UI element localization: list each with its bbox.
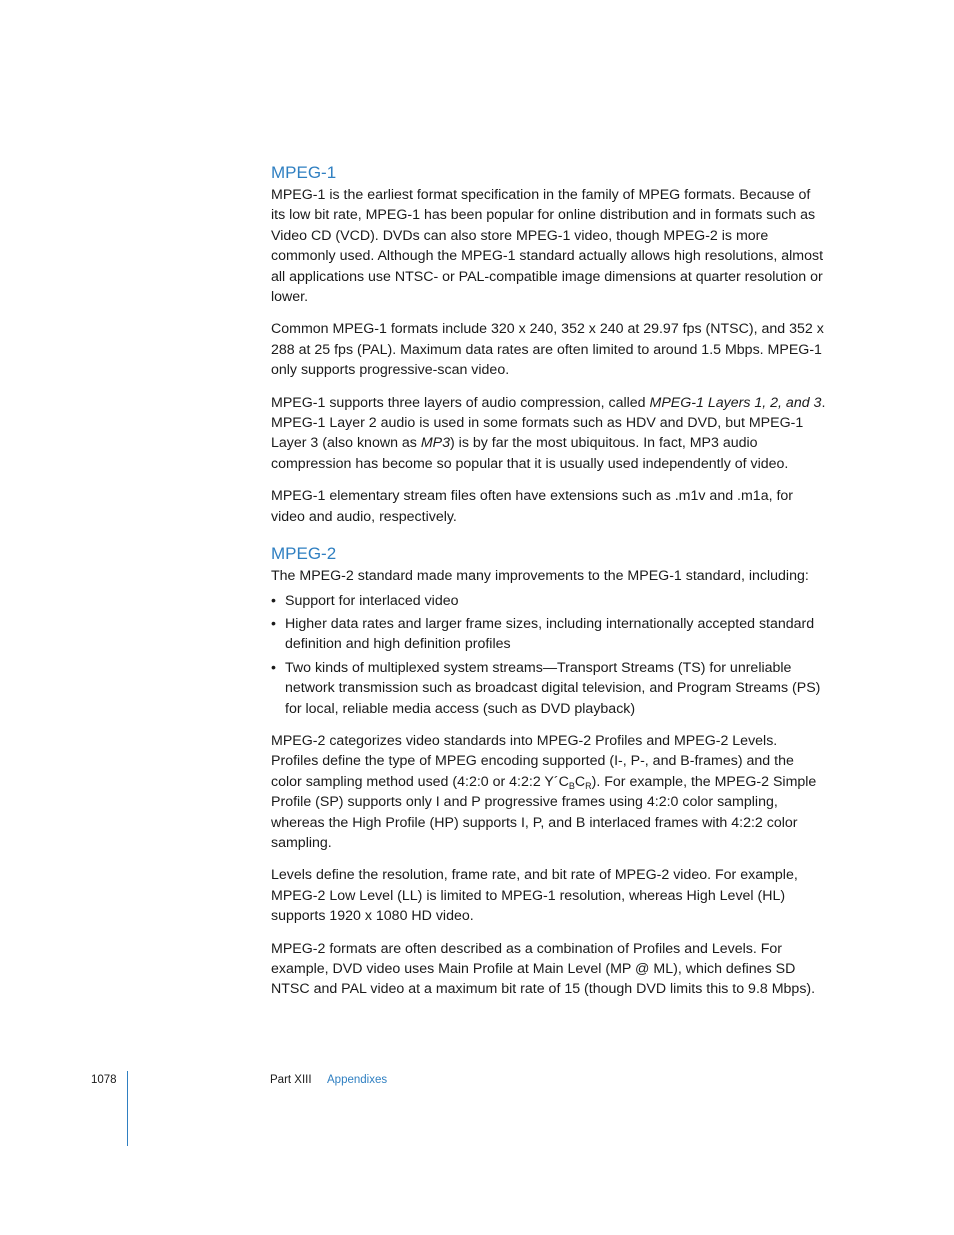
mpeg-2-intro: The MPEG-2 standard made many improvements to the MPEG-1 standard, including: [271,568,809,585]
mpeg-1-paragraph-2: Common MPEG-1 formats include 320 x 240, 352 x 240 at 29.97 fps (NTSC), and 352 x 288 at 25 fps (PAL). Maximum data rates are often limited to around 1.5 Mbps. MPEG-1 only supports progressive-scan video. [271,321,824,379]
heading-mpeg-1: MPEG-1 [271,163,337,182]
mpeg-1-paragraph-audio-layers [271,393,827,475]
list-item: • Higher data rates and larger frame sizes, including internationally accepted standard definition and high definition profiles [271,614,827,655]
page-content [271,162,827,1012]
text-run: MPEG-1 supports three layers of audio compression, called [271,394,650,411]
emphasis-mp3: MP3 [420,435,451,452]
emphasis-layers: MPEG-1 Layers 1, 2, and 3 [649,394,822,411]
subscript-r: R [585,780,592,791]
text-run: ) is by far the most ubiquitous. In fact, MP3 audio compression has become so popular that it is usually used independently of video. [271,435,789,472]
text-run: ). For example, the MPEG-2 Simple Profile (SP) supports only I and P progressive frames using 4:2:0 color sampling, whereas the High Profile (HP) supports I, P, and B interlaced frames with 4:2:2 color sampling. [271,773,817,851]
mpeg-2-profiles-paragraph [271,731,827,853]
mpeg-1-paragraph-extensions: MPEG-1 elementary stream files often have extensions such as .m1v and .m1a, for video and audio, respectively. [271,488,794,525]
page-number: 1078 [91,1074,117,1086]
footer-divider [127,1071,128,1146]
mpeg-2-improvements-list [271,591,827,719]
mpeg-2-formats-paragraph: MPEG-2 formats are often described as a combination of Profiles and Levels. For example, DVD video uses Main Profile at Main Level (MP @ ML), which defines SD NTSC and PAL video at a maximum bit rate of 15 (though DVD limits this to 9.8 Mbps). [271,940,816,998]
text-run: . MPEG-1 Layer 2 audio is used in some formats such as HDV and DVD, but MPEG-1 Layer 3 (also known as [271,394,826,452]
text-run: MPEG-2 categorizes video standards into MPEG-2 Profiles and MPEG-2 Levels. Profiles define the type of MPEG encoding supported (I-, P-, and B-frames) and the color sampling method used (4:2:0 or 4:2:2 Y´C [271,732,794,790]
list-item: • Support for interlaced video [271,591,827,611]
list-item: • Two kinds of multiplexed system streams—Transport Streams (TS) for unreliable network transmission such as broadcast digital television, and Program Streams (PS) for local, reliable media access (such as DVD playback) [271,658,827,719]
part-title-link[interactable]: Appendixes [327,1074,388,1086]
text-run: C [574,773,586,790]
subscript-b: B [568,780,575,791]
mpeg-1-paragraph-1: MPEG-1 is the earliest format specification in the family of MPEG formats. Because of its low bit rate, MPEG-1 has been popular for online distribution and in formats such as Video CD (VCD). DVDs can also store MPEG-1 video, though MPEG-2 is more commonly used. Although the MPEG-1 standard actually allows high resolutions, almost all applications use NTSC- or PAL-compatible image dimensions at quarter resolution or lower. [271,187,824,306]
part-label: Part XIII [270,1074,312,1086]
heading-mpeg-2: MPEG-2 [271,544,337,564]
mpeg-2-levels-paragraph: Levels define the resolution, frame rate, and bit rate of MPEG-2 video. For example, MPEG-2 Low Level (LL) is limited to MPEG-1 resolution, whereas High Level (HL) supports 1920 x 1080 HD video. [271,867,798,925]
